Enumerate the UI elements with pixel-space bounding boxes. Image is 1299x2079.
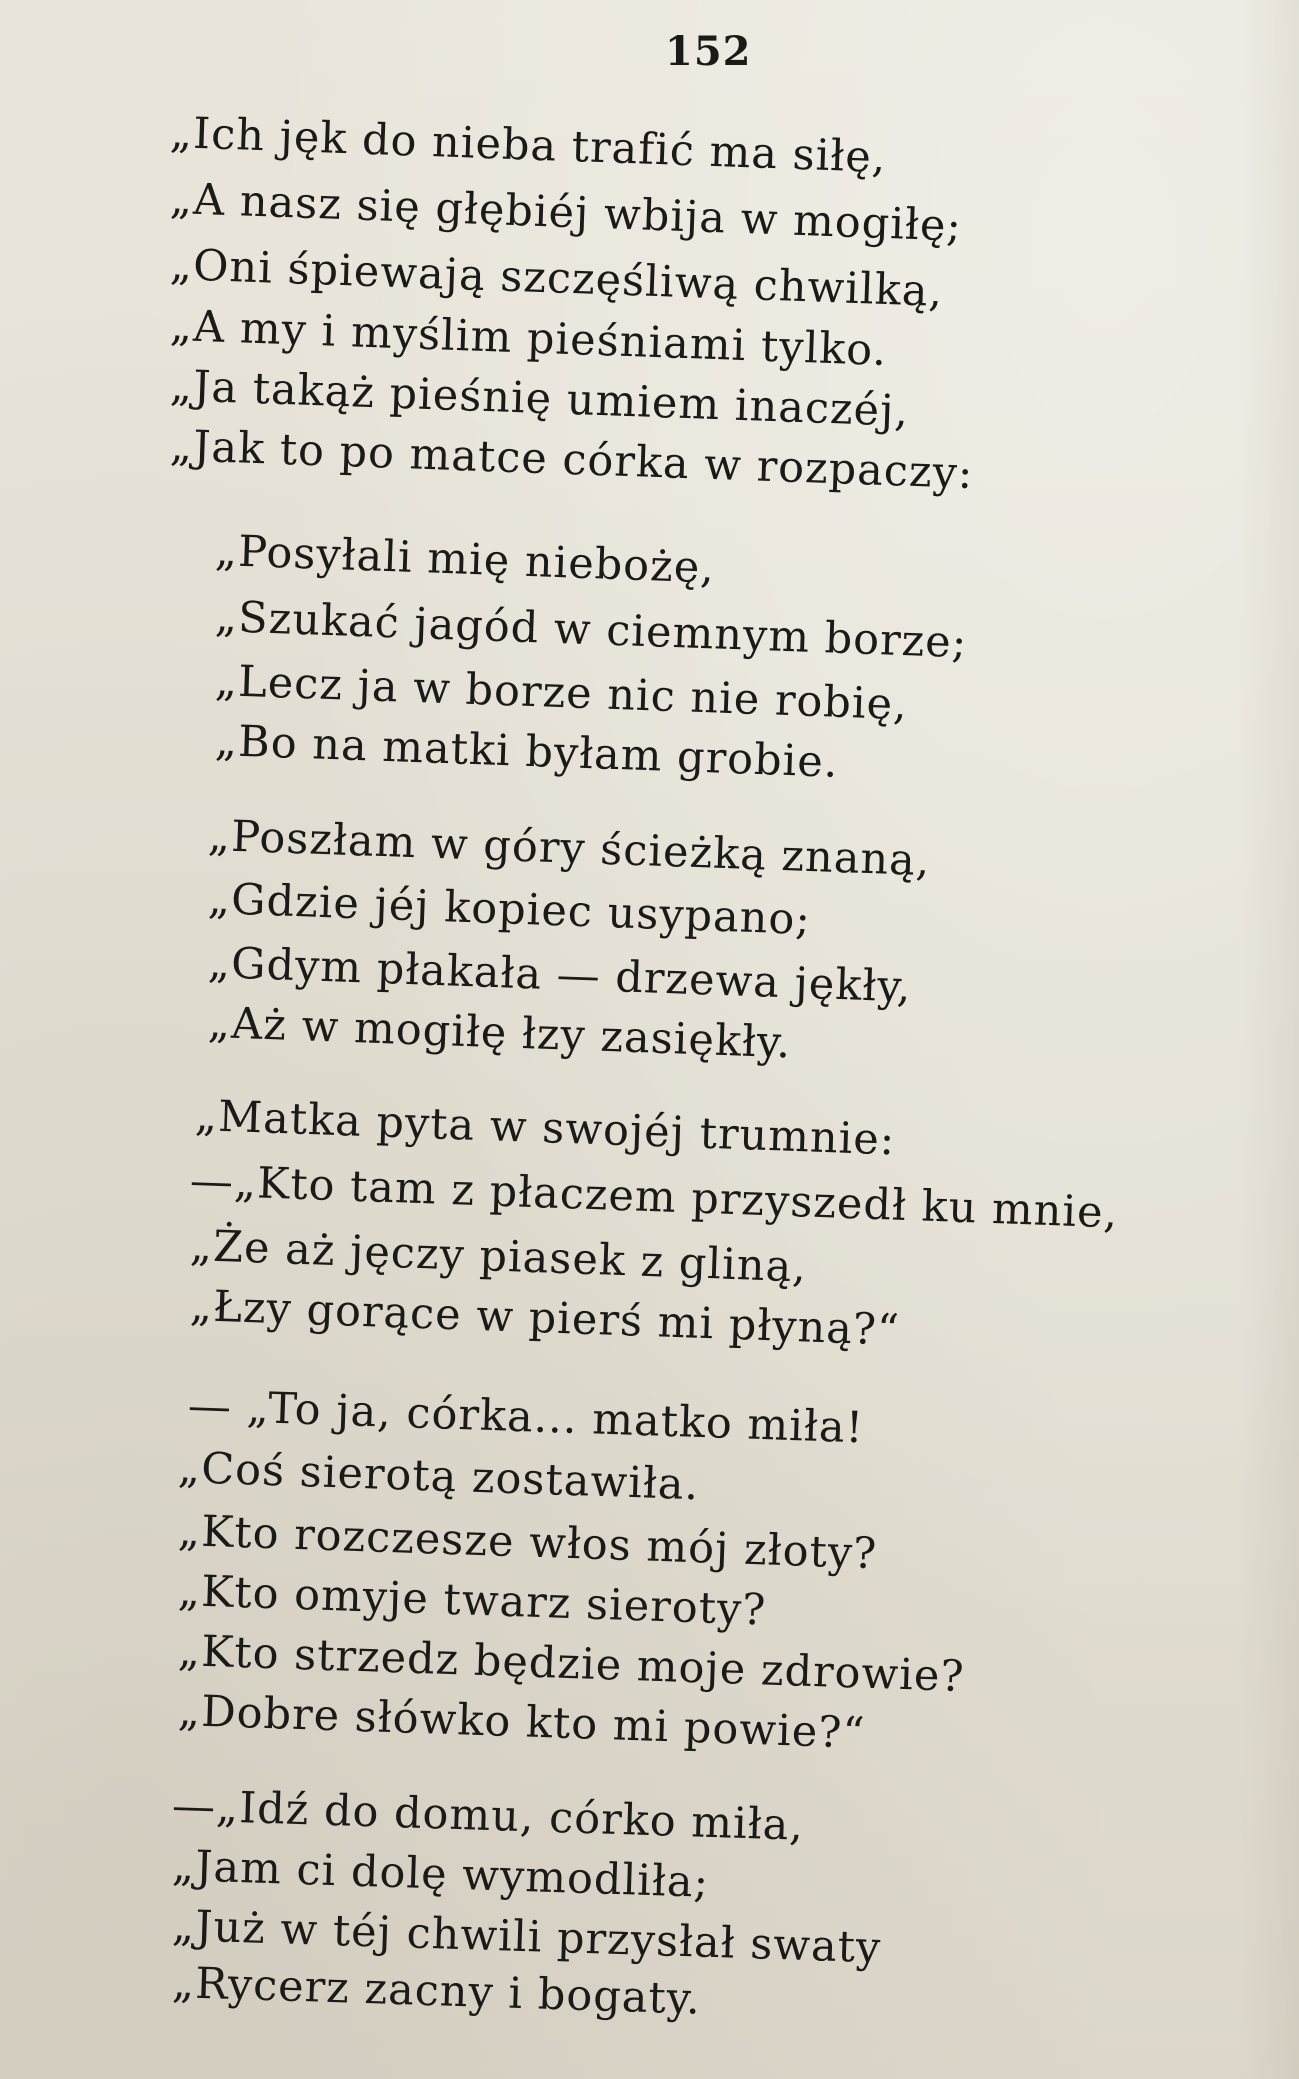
poem-line: „Oni śpiewają szczęśliwą chwilką, <box>169 240 944 317</box>
poem-line: —„Idź do domu, córko miła, <box>171 1781 805 1851</box>
poem-line: „Jak to po matce córka w rozpaczy: <box>169 421 975 500</box>
poem-line: — „To ja, córka... matko miła! <box>187 1381 865 1454</box>
poem-line: „Bo na matki byłam grobie. <box>214 716 840 788</box>
poem-line: „Szukać jagód w ciemnym borze; <box>214 592 969 669</box>
poem-line: „Gdym płakała — drzewa jękły, <box>207 938 913 1013</box>
poem-line: „Lecz ja w borze nic nie robię, <box>214 656 909 731</box>
poem-line: „Łzy gorące w pierś mi płyną?“ <box>189 1281 901 1356</box>
page-number: 152 <box>665 28 752 75</box>
poem-line: „Jam ci dolę wymodliła; <box>171 1841 710 1908</box>
poem-line: „Kto strzedz będzie moje zdrowie? <box>177 1626 966 1703</box>
poem-line: „Dobre słówko kto mi powie?“ <box>177 1686 867 1759</box>
poem-line: —„Kto tam z płaczem przyszedł ku mnie, <box>189 1156 1120 1239</box>
poem-line: „Rycerz zacny i bogaty. <box>171 1958 702 2025</box>
poem-line: „A my i myślim pieśniami tylko. <box>169 301 888 377</box>
poem-line: „Gdzie jéj kopiec usypano; <box>207 874 812 946</box>
poem-line: „Poszłam w góry ścieżką znaną, <box>207 811 932 887</box>
poem-line: „Ich jęk do nieba trafić ma siłę, <box>169 108 888 184</box>
poem-line: „Coś sierotą zostawiła. <box>177 1443 700 1511</box>
poem-line: „Matka pyta w swojéj trumnie: <box>194 1091 897 1166</box>
poem-line: „Kto rozczesze włos mój złoty? <box>177 1506 878 1580</box>
poem-line: „Że aż jęczy piasek z gliną, <box>189 1221 808 1293</box>
poem-line: „Aż w mogiłę łzy zasiękły. <box>207 998 793 1069</box>
poem-line: „Ja takąż pieśnię umiem inaczéj, <box>169 361 910 437</box>
poem-line: „Już w téj chwili przysłał swaty <box>171 1901 883 1974</box>
poem-line: „Posyłali mię niebożę, <box>214 526 716 594</box>
poem-line: „Kto omyje twarz sieroty? <box>177 1566 768 1636</box>
poem-line: „A nasz się głębiéj wbija w mogiłę; <box>169 174 963 252</box>
